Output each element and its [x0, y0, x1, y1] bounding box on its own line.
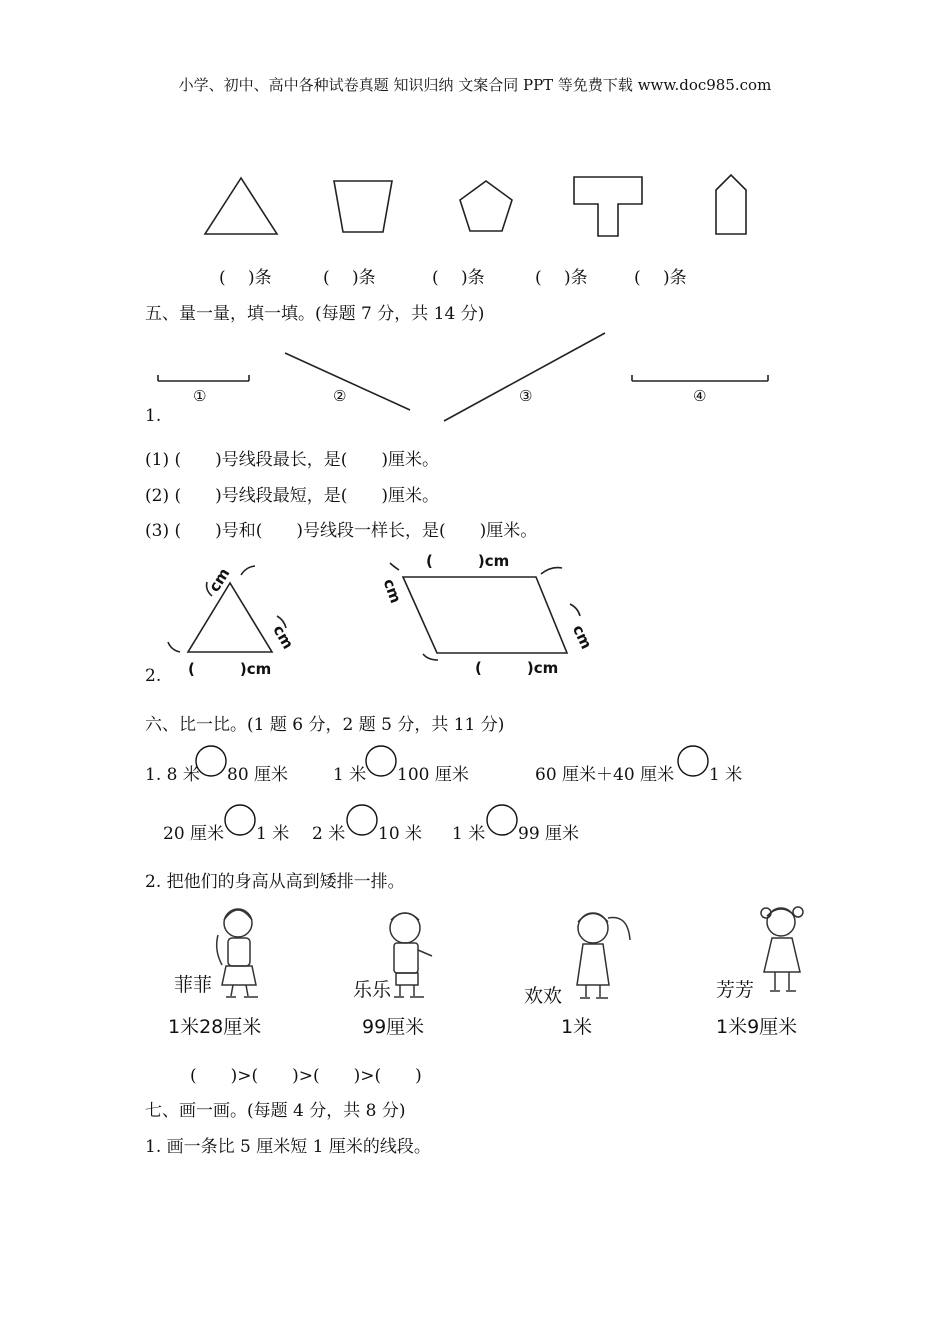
para-cm-bottom[interactable]: ( )cm [475, 659, 559, 677]
compare-row2-b-left: 2 米 [312, 824, 346, 844]
shape-answer-1[interactable]: ( )条 [219, 268, 272, 288]
tri-bracket-left [168, 642, 180, 652]
compare-circle-2[interactable] [366, 746, 396, 776]
segment-3 [444, 333, 605, 421]
t-shape [574, 177, 642, 236]
pentagon-shape [460, 181, 512, 231]
shape-answer-4[interactable]: ( )条 [535, 268, 588, 288]
kid-height-1: 1米28厘米 [168, 1016, 262, 1038]
measure-parallelogram [403, 577, 567, 653]
trapezoid-shape [334, 181, 392, 232]
section6-q2: 2. 把他们的身高从高到矮排一排。 [145, 872, 405, 892]
compare-row1-a-right: 80 厘米 [227, 765, 289, 785]
house-shape [716, 175, 746, 234]
q2-number: 2. [145, 666, 162, 686]
section7-title: 七、画一画。(每题 4 分，共 8 分) [145, 1101, 406, 1121]
compare-row2-a-right: 1 米 [256, 824, 290, 844]
tri-cm-left: cm [205, 564, 234, 596]
compare-row2-a-left: 20 厘米 [163, 824, 225, 844]
compare-row1-c-left: 60 厘米＋40 厘米 [535, 765, 675, 785]
para-cm-right: cm [568, 622, 596, 652]
compare-row1-b-left: 1 米 [333, 765, 367, 785]
compare-circle-6[interactable] [487, 805, 517, 835]
tri-cm-right: cm [269, 621, 298, 653]
segment-label-2: ② [333, 387, 347, 405]
kid-feifei-figure [217, 909, 258, 997]
compare-circle-5[interactable] [347, 805, 377, 835]
compare-circle-4[interactable] [225, 805, 255, 835]
para-bracket-right [570, 604, 580, 616]
kid-huanhuan-figure [577, 913, 630, 998]
kid-name-3: 欢欢 [524, 985, 563, 1007]
q1-line-1[interactable]: (1) ( )号线段最长，是( )厘米。 [145, 450, 440, 470]
kid-height-4: 1米9厘米 [716, 1016, 798, 1038]
height-order-line[interactable]: ( )>( )>( )>( ) [190, 1066, 422, 1086]
para-cm-left: cm [379, 576, 405, 606]
para-bracket-left-top [390, 563, 399, 570]
section6-title: 六、比一比。(1 题 6 分，2 题 5 分，共 11 分) [145, 715, 505, 735]
kid-name-2: 乐乐 [353, 979, 392, 1001]
segment-label-4: ④ [693, 387, 707, 405]
compare-circle-3[interactable] [678, 746, 708, 776]
shape-answer-3[interactable]: ( )条 [432, 268, 485, 288]
kid-name-1: 菲菲 [174, 974, 213, 996]
kid-name-4: 芳芳 [716, 979, 755, 1001]
tri-cm-bottom[interactable]: ( )cm [188, 660, 272, 678]
q1-number: 1. [145, 406, 162, 426]
kid-height-3: 1米 [561, 1016, 593, 1038]
tri-bracket-top-right [241, 566, 255, 575]
compare-row2-b-right: 10 米 [378, 824, 423, 844]
segment-4 [632, 375, 768, 381]
segment-label-3: ③ [519, 387, 533, 405]
shape-answer-5[interactable]: ( )条 [634, 268, 687, 288]
compare-row1-a-left: 1. 8 米 [145, 765, 200, 785]
compare-row1-b-right: 100 厘米 [397, 765, 469, 785]
q1-line-3[interactable]: (3) ( )号和( )号线段一样长，是( )厘米。 [145, 521, 538, 541]
compare-circle-1[interactable] [196, 746, 226, 776]
q1-line-2[interactable]: (2) ( )号线段最短，是( )厘米。 [145, 486, 440, 506]
shape-answer-2[interactable]: ( )条 [323, 268, 376, 288]
segment-1 [158, 375, 249, 381]
para-bracket-left-bottom [423, 654, 438, 660]
page-header: 小学、初中、高中各种试卷真题 知识归纳 文案合同 PPT 等免费下载 www.doc985.com [178, 76, 772, 94]
compare-row1-c-right: 1 米 [709, 765, 743, 785]
para-cm-top[interactable]: ( )cm [426, 552, 510, 570]
kid-lele-figure [390, 913, 432, 997]
segment-2 [285, 353, 410, 410]
para-bracket-right-top [541, 568, 562, 574]
section5-title: 五、量一量，填一填。(每题 7 分，共 14 分) [145, 304, 485, 324]
kid-fangfang-figure [761, 907, 803, 991]
segment-label-1: ① [193, 387, 207, 405]
measure-triangle [188, 583, 272, 652]
triangle-shape [205, 178, 277, 234]
compare-row2-c-left: 1 米 [452, 824, 486, 844]
compare-row2-c-right: 99 厘米 [518, 824, 580, 844]
kid-height-2: 99厘米 [362, 1016, 425, 1038]
section7-q1: 1. 画一条比 5 厘米短 1 厘米的线段。 [145, 1137, 431, 1157]
